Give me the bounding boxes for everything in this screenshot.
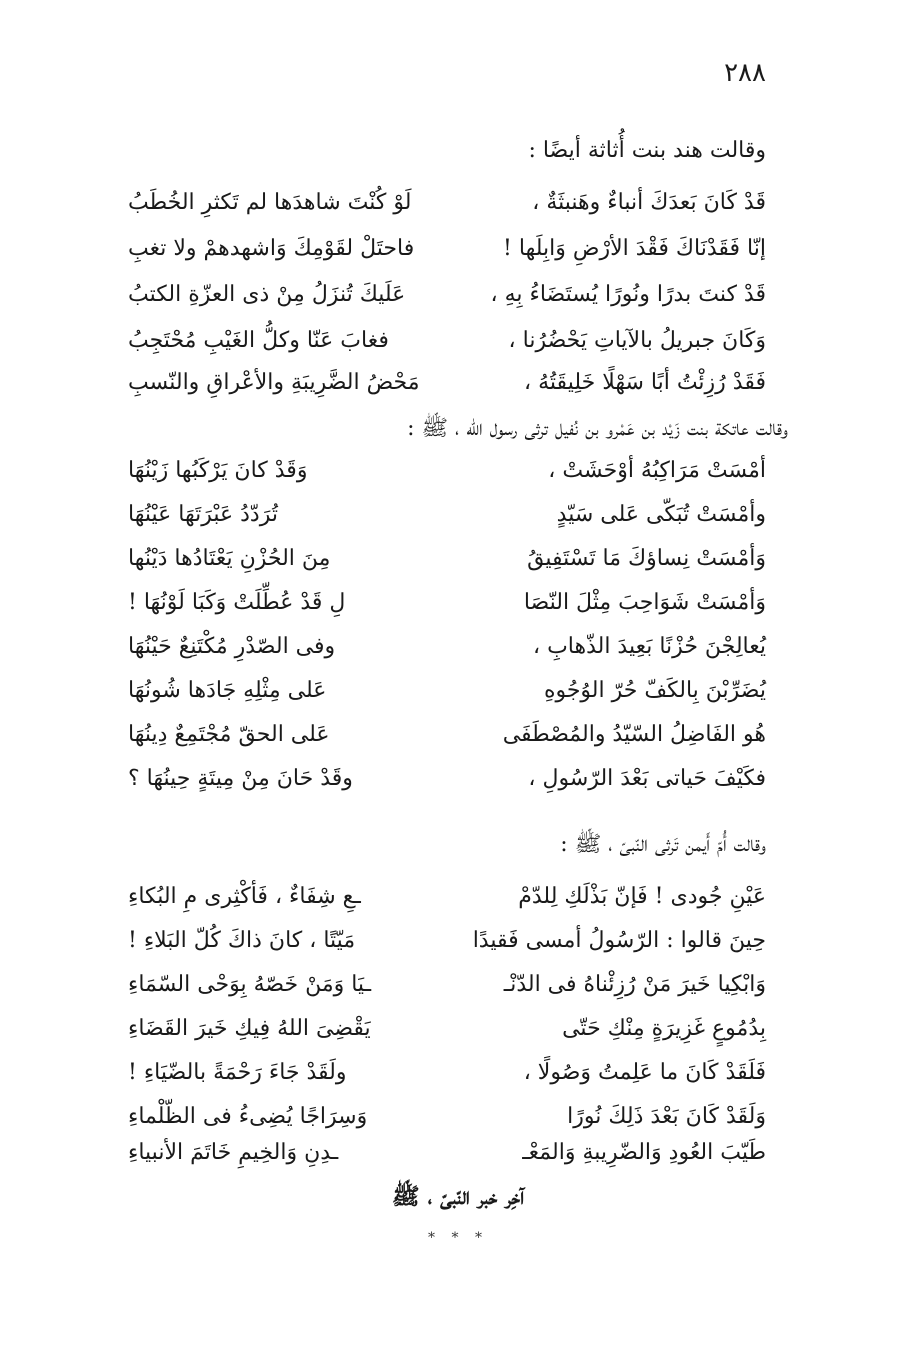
verse-first-hemistich: فَلَقَدْ كَانَ ما عَلِمتُ وَصُولًا ، [523,1060,766,1085]
verse-first-hemistich: أمْسَتْ مَرَاكِبُهُ أوْحَشَتْ ، [548,458,766,483]
verse-first-hemistich: طَيّبَ العُودِ وَالضّرِيبةِ وَالمَعْـ [522,1140,766,1165]
verse-line [128,972,766,1012]
verse-line [128,1060,766,1100]
verse-first-hemistich: وَأمْسَتْ شَوَاحِبَ مِثْلَ النّصَا [523,590,766,615]
verse-second-hemistich: فاحتَلْ لقَوْمِكَ وَاشهدهمْ ولا تغبِ [128,236,415,261]
verse-line [128,190,766,230]
verse-second-hemistich: مَحْضُ الضَّرِيبَةِ والأعْراقِ والنّسبِ [128,370,420,395]
verse-first-hemistich: بِدُمُوعٍ غَزِيرَةٍ مِنْكِ حَتّى [562,1016,766,1041]
verse-second-hemistich: وفى الصّدْرِ مُكْتَنِعٌ حَيْنُهَا [128,634,336,659]
verse-first-hemistich: وَأمْسَتْ نِساؤكَ مَا تَسْتَفِيقُ [527,546,766,571]
section-ornament: * * * [428,1230,488,1246]
verse-first-hemistich: حِينَ قالوا : الرّسُولُ أمسى فَقيدًا [472,928,766,953]
verse-line [128,458,766,498]
verse-line [128,1104,766,1144]
verse-line [128,928,766,968]
verse-second-hemistich: فغابَ عَنّا وكلُّ الغَيْبِ مُحْتَجِبُ [128,328,389,353]
verse-second-hemistich: عَلى الحقّ مُجْتَمِعٌ دِينُهَا [128,722,330,747]
verse-second-hemistich: عَلَيكَ تُنزَلُ مِنْ ذى العزّةِ الكتبُ [128,282,406,307]
verse-second-hemistich: عَلى مِثْلِهِ جَادَها شُونُهَا [128,678,327,703]
section-2-intro: وقالت عاتكة بنت زَيْد بن عَمْرو بن نُفيل ترثى رسول الله ، ﷺ : [407,416,788,441]
verse-first-hemistich: فَقَدْ رُزِئْتُ أبًا سَهْلًا خَلِيقَتُهُ ، [524,370,766,395]
verse-line [128,634,766,674]
verse-first-hemistich: عَيْنِ جُودى ! فَإنّ بَذْلَكِ لِلدّمْ [518,884,766,909]
verse-second-hemistich: ـيَا وَمَنْ خَصّهُ بِوَحْى السّمَاءِ [128,972,372,997]
verse-line [128,370,766,410]
verse-line [128,236,766,276]
verse-second-hemistich: مِنَ الحُزْنِ يَعْتَادُها دَيْنُها [128,546,331,571]
verse-line [128,766,766,806]
page-number: ٢٨٨ [724,58,766,88]
verse-line [128,1140,766,1180]
verse-first-hemistich: هُو الفَاضِلُ السّيّدُ والمُصْطَفَى [502,722,766,747]
verse-second-hemistich: وَسِرَاجًا يُضِىءُ فى الظّلْماءِ [128,1104,368,1129]
verse-line [128,884,766,924]
closing-heading: آخِر خبر النّبىّ ، ﷺ [391,1183,525,1210]
verse-second-hemistich: تُرَدّدُ عَبْرَتَهَا عَيْنُهَا [128,502,278,527]
verse-first-hemistich: فكَيْفَ حَياتى بَعْدَ الرّسُولِ ، [528,766,766,791]
verse-second-hemistich: ولَقَدْ جَاءَ رَحْمَةً بالضّيَاءِ ! [128,1060,347,1085]
verse-first-hemistich: وأمْسَتْ تُبَكّى عَلى سَيّدٍ [556,502,766,527]
verse-line [128,502,766,542]
verse-second-hemistich: ـعِ شِفَاءٌ ، فَأكْثِرى مِ البُكاءِ [128,884,361,909]
verse-second-hemistich: لِ قَدْ عُطِّلَتْ وَكَبَا لَوْنُهَا ! [128,590,346,615]
verse-line [128,1016,766,1056]
verse-line [128,546,766,586]
verse-second-hemistich: وَقَدْ كانَ يَرْكَبُها زَيْنُهَا [128,458,308,483]
verse-first-hemistich: وَابْكِيا خَيرَ مَنْ رُزِئْناهُ فى الدّنْـ [503,972,766,997]
verse-second-hemistich: لَوْ كُنْتَ شاهدَها لم تَكثرِ الخُطَبُ [128,190,412,215]
verse-line [128,590,766,630]
section-3-intro: وقالت أُمّ أَيمن تَرثى النّبىّ ، ﷺ : [560,832,766,857]
verse-line [128,678,766,718]
verse-second-hemistich: مَيّتًا ، كانَ ذاكَ كُلّ البَلاءِ ! [128,928,356,953]
verse-line [128,722,766,762]
verse-line [128,328,766,368]
verse-first-hemistich: وَكَانَ جبريلُ بالآياتِ يَحْضُرُنا ، [508,328,766,353]
section-1-intro: وقالت هند بنت أُثاثة أيضًا : [528,138,766,163]
verse-first-hemistich: يُعالِجْنَ حُزْنًا بَعِيدَ الذّهابِ ، [532,634,766,659]
verse-first-hemistich: إنّا فَقَدْنَاكَ فَقْدَ الأرْضِ وَابِلَها ! [503,236,766,261]
verse-first-hemistich: قَدْ كنتَ بدرًا ونُورًا يُستَضَاءُ بِهِ ، [490,282,766,307]
verse-first-hemistich: وَلَقَدْ كَانَ بَعْدَ ذَلِكَ نُورًا [567,1104,766,1129]
verse-line [128,282,766,322]
verse-second-hemistich: ـدِنِ وَالخِيمِ خَاتَمَ الأنبياءِ [128,1140,339,1165]
verse-second-hemistich: وقَدْ حَانَ مِنْ مِيتَةٍ حِينُهَا ؟ [128,766,353,791]
verse-second-hemistich: يَقْضِىَ اللهُ فِيكِ خَيرَ القَضَاءِ [128,1016,371,1041]
verse-first-hemistich: قَدْ كَانَ بَعدَكَ أنباءٌ وهَنبثَةٌ ، [532,190,766,215]
verse-first-hemistich: يُضَرِّبْنَ بِالكَفّ حُرّ الوُجُوهِ [543,678,766,703]
